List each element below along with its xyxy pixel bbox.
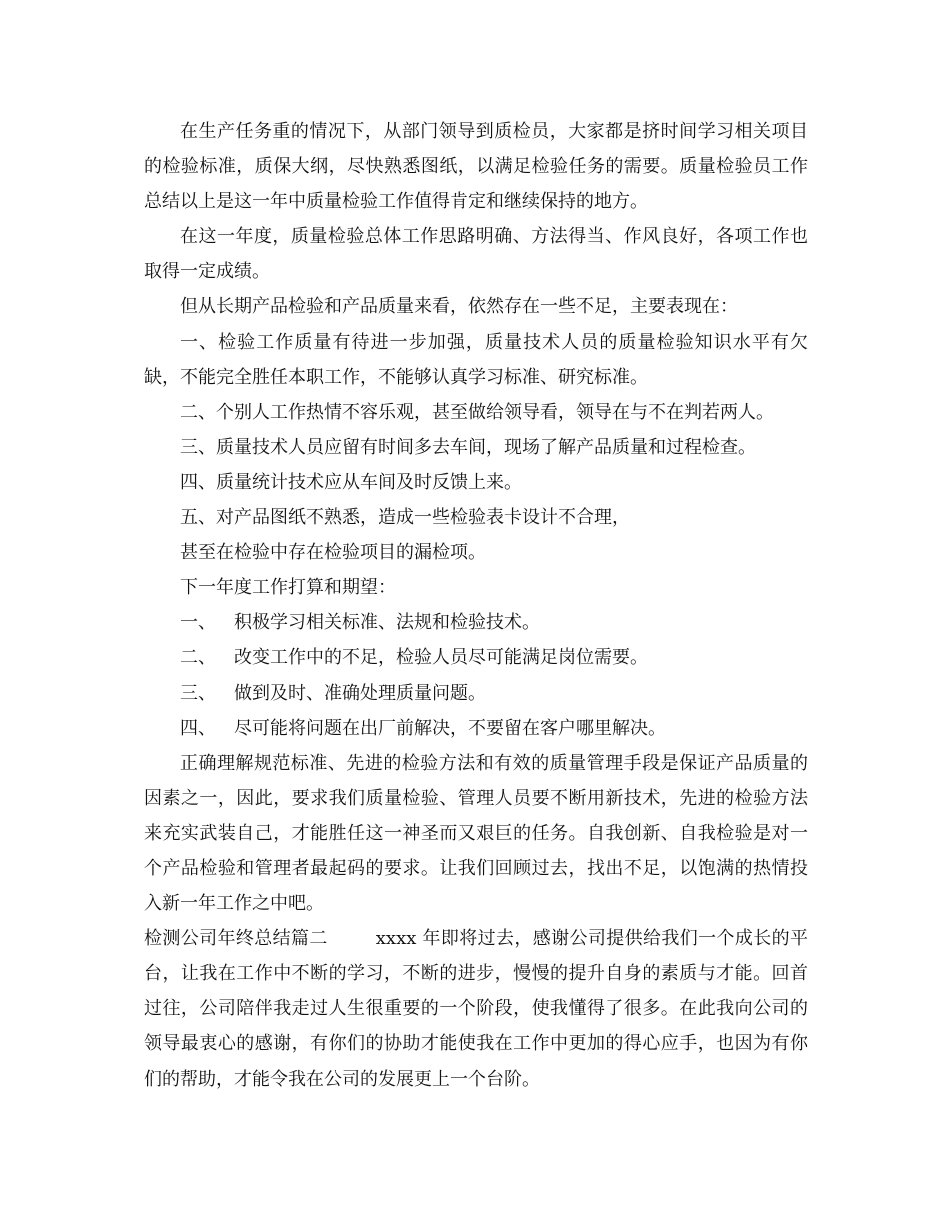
plan-text: 做到及时、准确处理质量问题。 [234,682,486,704]
document-body [144,114,808,1097]
plan-item-1 [144,605,808,640]
plan-text: 尽可能将问题在出厂前解决，不要留在客户哪里解决。 [234,717,666,739]
plans-heading: 下一年度工作打算和期望： [180,577,396,599]
shortcoming-item-5: 五、对产品图纸不熟悉，造成一些检验表卡设计不合理， [180,507,630,529]
shortcoming-item-3: 三、质量技术人员应留有时间多去车间，现场了解产品质量和过程检查。 [180,436,756,458]
plan-number: 二、 [180,647,216,669]
section-body: xxxx 年即将过去，感谢公司提供给我们一个成长的平台，让我在工作中不断的学习，不断的进步，慢慢的提升自身的素质与才能。回首过往，公司陪伴我走过人生很重要的一个阶段，使我懂得了很多。在此我向公司的领导最衷心的感谢，有你们的协助才能使我在工作中更加的得心应手，也因为有你们的帮助，才能令我在公司的发展更上一个台阶。 [144,928,808,1090]
plan-text: 积极学习相关标准、法规和检验技术。 [234,612,540,634]
shortcoming-item-4: 四、质量统计技术应从车间及时反馈上来。 [180,471,522,493]
shortcoming-item-1: 一、检验工作质量有待进一步加强，质量技术人员的质量检验知识水平有欠缺，不能完全胜任本职工作，不能够认真学习标准、研究标准。 [144,331,808,388]
section-title: 检测公司年终总结篇二 [144,928,328,950]
shortcoming-item-5-continued: 甚至在检验中存在检验项目的漏检项。 [180,542,486,564]
plan-text: 改变工作中的不足，检验人员尽可能满足岗位需要。 [234,647,648,669]
paragraph-closing: 正确理解规范标准、先进的检验方法和有效的质量管理手段是保证产品质量的因素之一，因此，要求我们质量检验、管理人员要不断用新技术，先进的检验方法来充实武装自己，才能胜任这一神圣而又艰巨的任务。自我创新、自我检验是对一个产品检验和管理者最起码的要求。让我们回顾过去，找出不足，以饱满的热情投入新一年工作之中吧。 [144,752,808,915]
paragraph-study-standards: 在生产任务重的情况下，从部门领导到质检员，大家都是挤时间学习相关项目的检验标准，质保大纲，尽快熟悉图纸，以满足检验任务的需要。质量检验员工作总结以上是这一年中质量检验工作值得肯定和继续保持的地方。 [144,121,808,213]
section-two [144,921,808,1096]
plan-number: 一、 [180,612,216,634]
paragraph-achievements: 在这一年度，质量检验总体工作思路明确、方法得当、作风良好，各项工作也取得一定成绩。 [144,226,808,283]
plan-item-3 [144,676,808,711]
plan-number: 三、 [180,682,216,704]
plan-number: 四、 [180,717,216,739]
plan-item-2 [144,640,808,675]
plan-item-4 [144,711,808,746]
paragraph-shortcomings-intro: 但从长期产品检验和产品质量来看，依然存在一些不足，主要表现在： [180,296,738,318]
shortcoming-item-2: 二、个别人工作热情不容乐观，甚至做给领导看，领导在与不在判若两人。 [180,401,774,423]
